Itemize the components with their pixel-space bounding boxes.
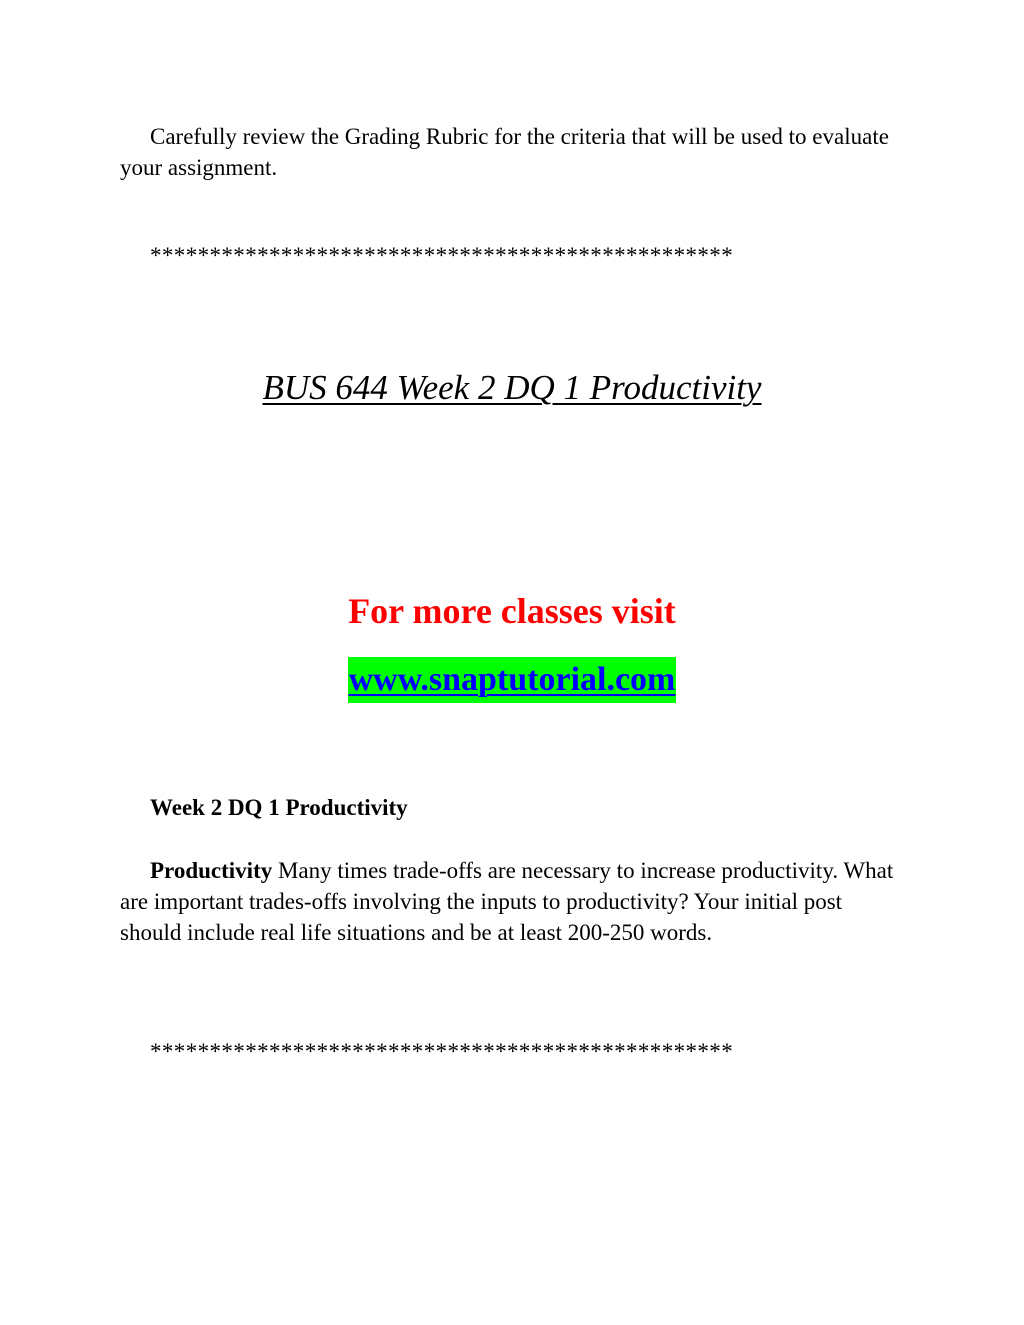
intro-text: Carefully review the Grading Rubric for the criteria that will be used to evaluate your assignment. — [120, 124, 889, 180]
section-body — [120, 855, 900, 948]
divider-top: ************************************************* — [150, 243, 734, 268]
section-lead: Productivity — [150, 858, 273, 883]
divider-bottom: ************************************************* — [150, 1039, 734, 1064]
section-body-text: Many times trade-offs are necessary to increase productivity. What are important trades-offs involving the inputs to productivity? Your initial post should include real life situations and be at least 200-250 words. — [120, 858, 894, 945]
snaptutorial-link[interactable]: www.snaptutorial.com — [348, 657, 677, 703]
section-body-block — [120, 855, 900, 948]
promo-heading: For more classes visit — [348, 591, 676, 631]
page-title: BUS 644 Week 2 DQ 1 Productivity — [262, 368, 762, 407]
section-subheading: Week 2 DQ 1 Productivity — [150, 795, 408, 820]
promo-link-wrap — [0, 657, 1024, 703]
intro-block — [120, 121, 900, 183]
